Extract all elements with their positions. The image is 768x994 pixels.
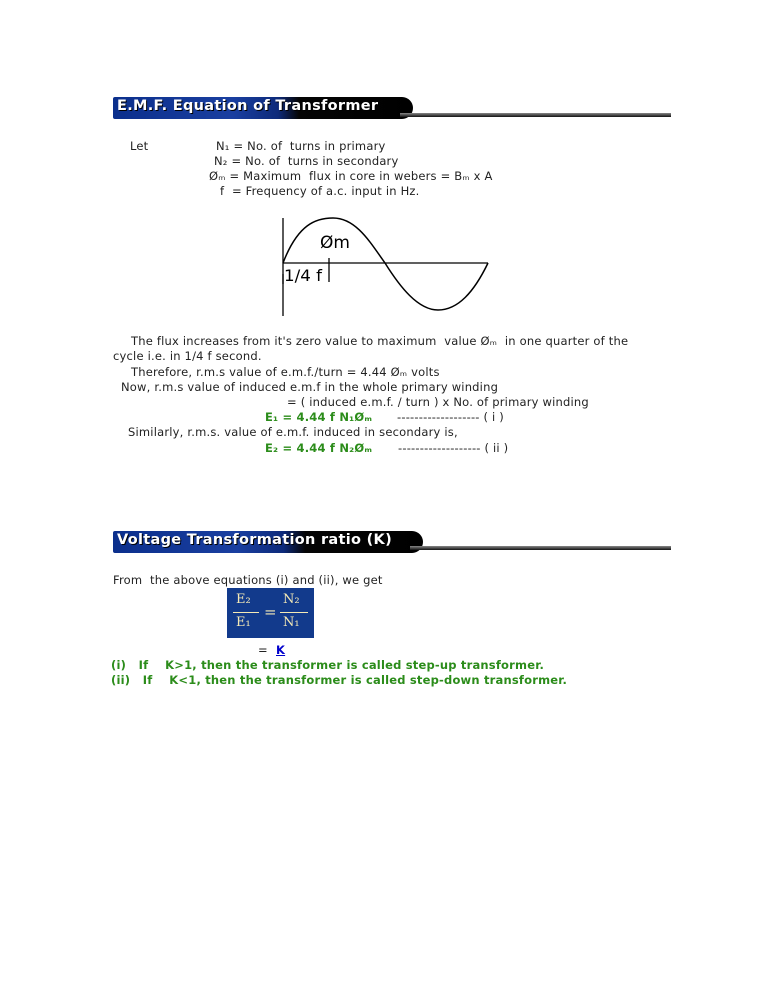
section-banner-voltage-ratio <box>113 531 423 553</box>
section-banner-emf <box>113 97 413 119</box>
fraction-left-numerator: E₂ <box>236 592 251 607</box>
k-equals-prefix: = <box>258 643 268 657</box>
paragraph-line-4: Now, r.m.s value of induced e.m.f in the whole primary winding <box>121 380 499 394</box>
fraction-left-bar <box>233 612 259 613</box>
fraction-right-denominator: N₁ <box>283 615 300 630</box>
equation-e1: E₁ = 4.44 f N₁Øₘ <box>265 410 373 424</box>
sine-curve <box>283 218 488 310</box>
paragraph-line-2: cycle i.e. in 1/4 f second. <box>113 349 262 363</box>
case-step-up: (i) If K>1, then the transformer is called step-up transformer. <box>111 658 545 672</box>
equation-e1-tag: ------------------- ( i ) <box>397 410 504 424</box>
paragraph-line-1: The flux increases from it's zero value to maximum value Øₘ in one quarter of the <box>131 334 629 348</box>
let-label: Let <box>130 139 149 153</box>
section-title-voltage-ratio: Voltage Transformation ratio (K) <box>117 532 393 548</box>
paragraph-line-3: Therefore, r.m.s value of e.m.f./turn = 4.44 Øₘ volts <box>131 365 440 379</box>
definition-n2: N₂ = No. of turns in secondary <box>214 154 399 168</box>
paragraph-line-5: = ( induced e.m.f. / turn ) x No. of primary winding <box>287 395 589 409</box>
ratio-equation-box <box>227 588 314 638</box>
definition-flux: Øₘ = Maximum flux in core in webers = Bₘ x A <box>209 169 493 183</box>
flux-sine-wave-diagram <box>278 212 492 320</box>
banner-rule <box>410 546 671 550</box>
equation-e2-tag: ------------------- ( ii ) <box>398 441 509 455</box>
fraction-right-numerator: N₂ <box>283 592 300 607</box>
case-step-down: (ii) If K<1, then the transformer is called step-down transformer. <box>111 673 568 687</box>
fraction-left-denominator: E₁ <box>236 615 251 630</box>
fraction-equals: = <box>264 603 277 621</box>
peak-label: Øm <box>320 233 350 253</box>
similarly-text: Similarly, r.m.s. value of e.m.f. induced in secondary is, <box>128 425 458 439</box>
quarter-label: 1/4 f <box>284 266 323 285</box>
section-title-emf: E.M.F. Equation of Transformer <box>117 98 379 114</box>
banner-rule <box>400 113 671 117</box>
fraction-right-bar <box>280 612 308 613</box>
equation-e2: E₂ = 4.44 f N₂Øₘ <box>265 441 373 455</box>
definition-n1: N₁ = No. of turns in primary <box>216 139 386 153</box>
intro-text: From the above equations (i) and (ii), we get <box>113 573 383 587</box>
definition-frequency: f = Frequency of a.c. input in Hz. <box>220 184 420 198</box>
k-link[interactable]: K <box>276 643 286 657</box>
